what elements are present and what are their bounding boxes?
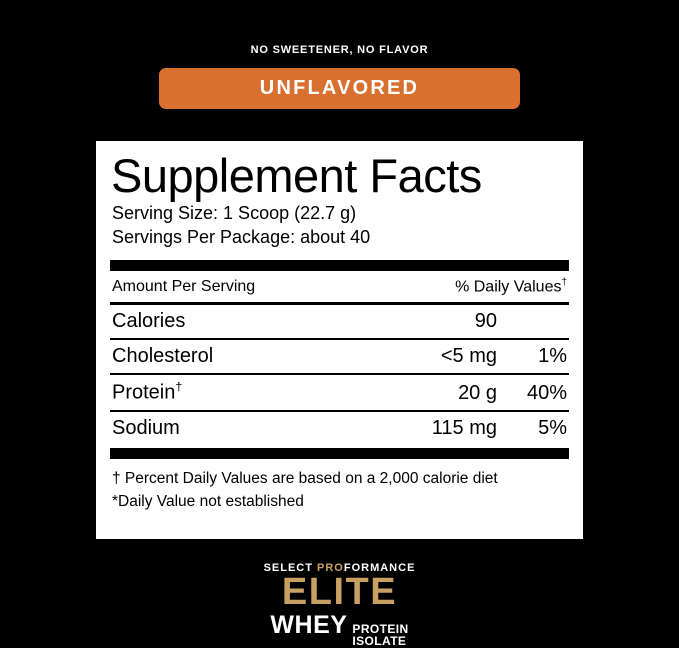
nutrient-name-dagger: † (175, 380, 183, 395)
nutrient-amount: 90 (474, 310, 497, 333)
brand-logo-bottom-line (0, 611, 679, 647)
flavor-badge (159, 68, 520, 109)
footnote-not-established: *Daily Value not established (112, 493, 304, 511)
nutrient-name: Protein† (112, 380, 183, 404)
nutrient-daily-value: 1% (538, 345, 567, 368)
brand-whey-text: WHEY (270, 610, 348, 639)
brand-logo (0, 562, 679, 647)
supplement-facts-title: Supplement Facts (111, 149, 482, 202)
flavor-badge-label: UNFLAVORED (259, 77, 420, 99)
nutrient-name: Calories (112, 310, 186, 333)
nutrient-name: Cholesterol (112, 345, 214, 368)
daily-value-header: % Daily Values† (455, 276, 567, 296)
nutrient-amount: 20 g (458, 381, 497, 404)
footnote-daily-values: † Percent Daily Values are based on a 2,000 calorie diet (112, 469, 498, 487)
divider-thick-top (110, 260, 569, 271)
serving-size-text: Serving Size: 1 Scoop (22.7 g) (112, 203, 357, 224)
amount-per-serving-header: Amount Per Serving (112, 278, 256, 296)
tagline-text: NO SWEETENER, NO FLAVOR (250, 44, 429, 56)
table-row (110, 375, 569, 410)
brand-isolate-text: ISOLATE (352, 633, 407, 648)
nutrient-amount: <5 mg (440, 345, 497, 368)
nutrient-amount: 115 mg (431, 416, 497, 439)
brand-protein-isolate-stack (352, 623, 408, 647)
supplement-facts-panel (96, 141, 583, 539)
table-row (110, 412, 569, 445)
brand-formance-text: FORMANCE (343, 562, 416, 574)
nutrient-name: Sodium (112, 416, 180, 439)
daily-value-header-dagger: † (561, 276, 567, 288)
divider-thick-bottom (110, 448, 569, 459)
nutrient-daily-value: 40% (526, 381, 567, 404)
brand-pro-text: PRO (317, 562, 344, 574)
brand-protein-text: PROTEIN (352, 621, 409, 636)
table-row (110, 340, 569, 373)
brand-elite-text: ELITE (281, 571, 398, 613)
brand-select-text: SELECT (263, 562, 318, 574)
table-row (110, 305, 569, 338)
servings-per-package-text: Servings Per Package: about 40 (112, 227, 371, 248)
nutrient-daily-value: 5% (538, 416, 567, 439)
table-header-row (110, 271, 569, 302)
